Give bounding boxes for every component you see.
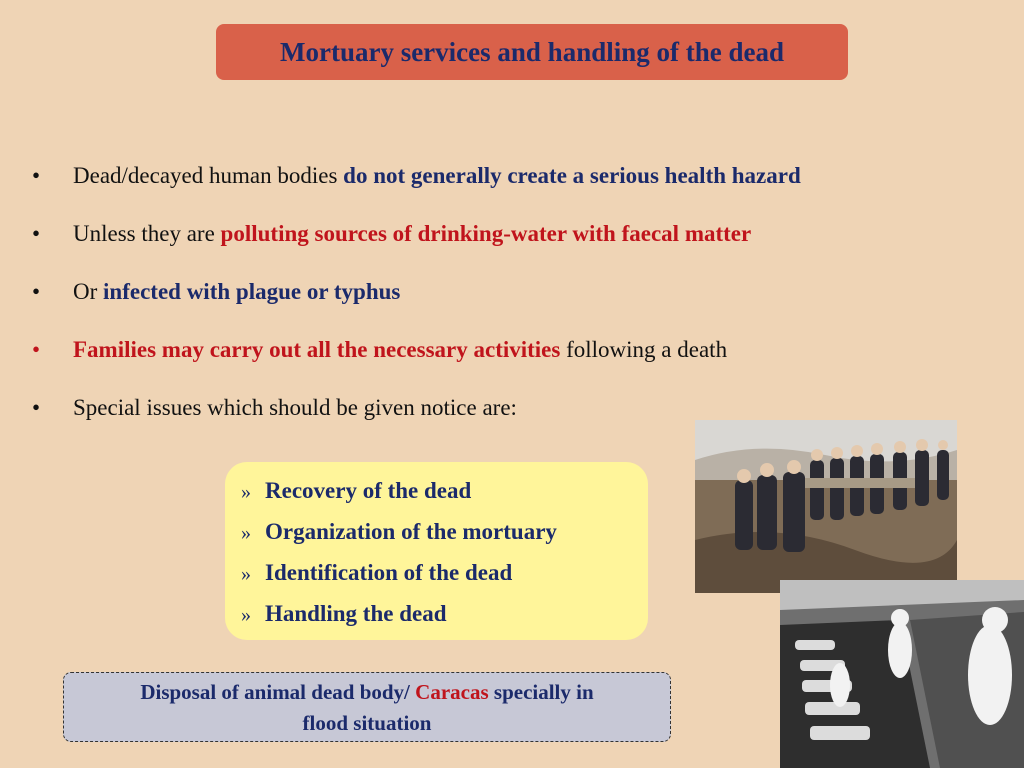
disposal-text: Disposal of animal dead body/ [140,680,416,704]
burial-photo [780,580,1024,768]
bullet-emphasis: Families may carry out all the necessary activities [73,337,561,362]
bullet-mark: • [32,163,41,188]
bullet-emphasis: polluting sources of drinking-water with faecal matter [220,221,752,246]
special-issue-label: Identification of the dead [265,560,513,585]
disposal-note-box [63,672,671,742]
chevron-icon: » [241,563,251,585]
bullet-text: Special issues which should be given notice are: [73,395,517,420]
chevron-icon: » [241,522,251,544]
bullet-item [32,337,727,363]
bullet-text: following a death [560,337,728,362]
special-issues-callout [225,462,648,640]
slide-title: Mortuary services and handling of the dead [279,36,784,67]
bullet-text: Dead/decayed human bodies [73,163,344,188]
special-issue-label: Handling the dead [265,601,447,626]
bullet-text: Unless they are [73,221,221,246]
photo-icon [695,420,957,593]
special-issue-label: Organization of the mortuary [265,519,557,544]
bullet-emphasis: do not generally create a serious health hazard [343,163,801,188]
recovery-photo [695,420,957,593]
slide-title-box [216,24,848,80]
disposal-text: specially in [488,680,594,704]
disposal-emphasis: Caracas [415,680,489,704]
bullet-item [32,163,801,189]
bullet-item [32,395,517,421]
disposal-text: flood situation [302,711,432,735]
chevron-icon: » [241,604,251,626]
bullet-mark: • [32,337,41,362]
bullet-emphasis: infected with plague or typhus [103,279,401,304]
bullet-mark: • [32,279,41,304]
bullet-mark: • [32,395,41,420]
bullet-item [32,279,400,305]
special-issue-item [241,519,557,545]
photo-icon [780,580,1024,768]
chevron-icon: » [241,481,251,503]
bullet-item [32,221,751,247]
bullet-text: Or [73,279,104,304]
special-issue-item [241,478,471,504]
special-issue-item [241,560,512,586]
special-issue-item [241,601,447,627]
bullet-mark: • [32,221,41,246]
special-issue-label: Recovery of the dead [265,478,472,503]
